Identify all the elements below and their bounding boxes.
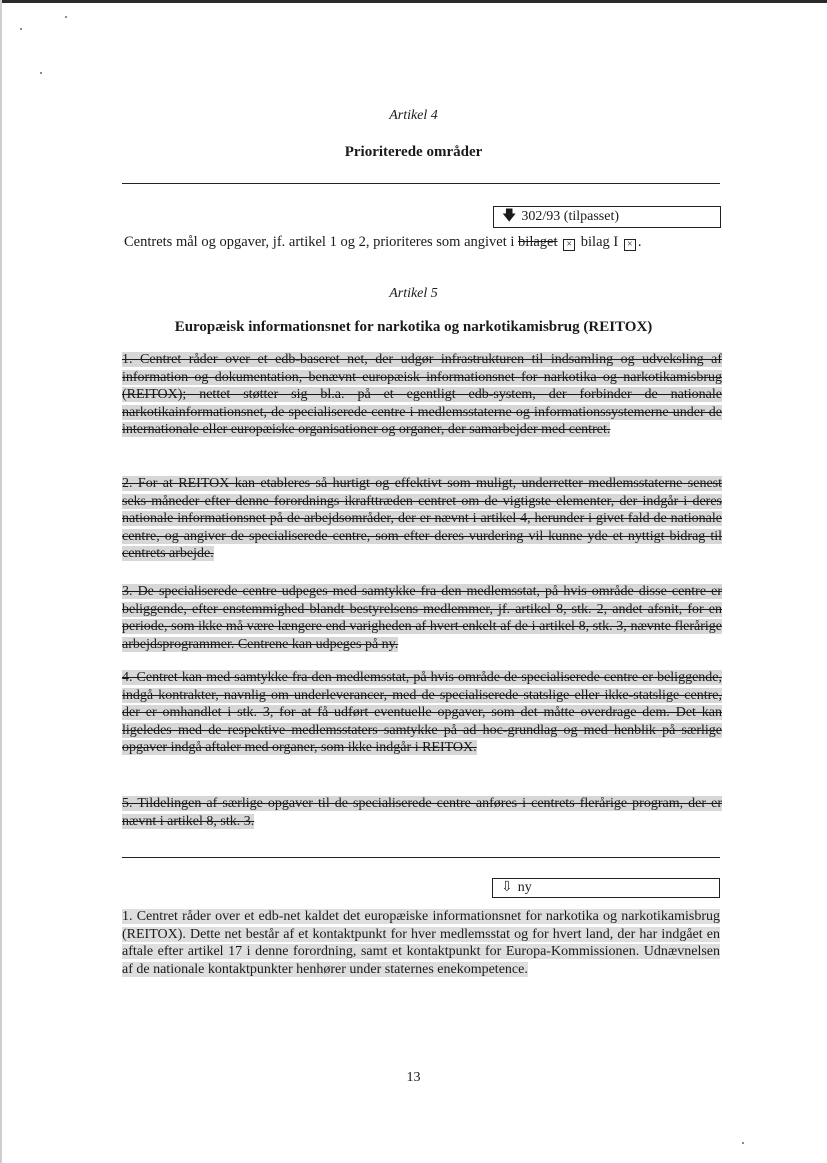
arrow-down-icon: 🡇 <box>502 209 517 224</box>
new-marker-box <box>492 878 720 898</box>
section-divider <box>122 857 720 858</box>
new-paragraph-1 <box>122 908 720 978</box>
scan-speck <box>65 16 67 18</box>
source-marker-box <box>493 206 721 228</box>
new-marker-label: ny <box>517 880 532 895</box>
article-4-label: Artikel 4 <box>389 108 438 123</box>
article-5-label: Artikel 5 <box>389 286 438 301</box>
article-5-title: Europæisk informationsnet for narkotika og narkotikamisbrug (REITOX) <box>174 319 653 335</box>
deleted-paragraph-1-text: 1. Centret råder over et edb-baseret net, der udgør infrastrukturen til indsamling og udveksling af information og dokumentation, benævnt europæisk informationsnet for narkotika og narkotikamisbrug (REITOX); nettet støtter sig bl.a. på et egentligt edb-system, der forbinder de nationale narkotikainformationsnet, de specialiserede centre i medlemsstaterne og informationssystemerne under de internationale eller europæiske organisationer og organer, der samarbejder med centret. <box>122 352 722 437</box>
deleted-paragraph-2-text: 2. For at REITOX kan etableres så hurtigt og effektivt som muligt, underretter medlemsstaterne senest seks måneder efter denne forordnings ikrafttræden centret om de vigtigste elementer, der indgår i deres nationale informationsnet på de arbejdsområder, der er nævnt i artikel 4, herunder i givet fald de nationale centre, og angiver de specialiserede centre, som efter deres vurdering vil kunne yde et nyttigt bidrag til centrets arbejde. <box>122 476 722 561</box>
deleted-paragraph-4 <box>122 669 722 757</box>
source-marker-label: 302/93 (tilpasset) <box>521 209 620 224</box>
new-paragraph-1-text: 1. Centret råder over et edb-net kaldet det europæiske informationsnet for narkotika og narkotikamisbrug (REITOX). Dette net består af et kontaktpunkt for hver medlemsstat og for hvert land, der har indgået en aftale efter artikel 17 i denne forordning, samt et kontaktpunkt for Europa-Kommissionen. Udnævnelsen af de nationale kontaktpunkter henhører under staternes enekompetence. <box>122 909 720 977</box>
deleted-paragraph-3 <box>122 583 722 653</box>
deleted-paragraph-4-text: 4. Centret kan med samtykke fra den medlemsstat, på hvis område de specialiserede centre er beliggende, indgå kontrakter, navnlig om underleverancer, med de specialiserede statslige eller ikke-statslige centre, der er omhandlet i stk. 3, for at få udført eventuelle opgaver, som det måtte overdrage dem. Det kan ligeledes med de respektive medlemsstaters samtykke på ad hoc-grundlag og med henblik på særlige opgaver indgå aftaler med organer, som ikke indgår i REITOX. <box>122 670 722 755</box>
page-number: 13 <box>406 1070 421 1085</box>
hollow-arrow-down-icon: ⇩ <box>501 880 513 895</box>
scan-speck <box>20 28 22 30</box>
scan-speck <box>40 72 42 74</box>
boxed-x-insert-start-icon: × <box>563 239 575 251</box>
article-4-text-end: . <box>637 234 642 250</box>
article-4-title: Prioriterede områder <box>344 144 483 160</box>
article-4-body <box>124 234 734 252</box>
deleted-paragraph-2 <box>122 475 722 563</box>
page-top-border <box>0 0 827 3</box>
page-left-edge <box>0 0 2 1163</box>
article-4-text-mid: bilag I <box>577 234 622 250</box>
deleted-paragraph-1 <box>122 351 722 439</box>
deleted-paragraph-5-text: 5. Tildelingen af særlige opgaver til de specialiserede centre anføres i centrets flerårige program, der er nævnt i artikel 8, stk. 3. <box>122 796 722 829</box>
article-4-text-before: Centrets mål og opgaver, jf. artikel 1 og 2, prioriteres som angivet i <box>124 234 519 250</box>
scan-speck <box>742 1142 744 1144</box>
article-4-deleted-word: bilaget <box>518 234 558 250</box>
deleted-paragraph-5 <box>122 795 722 830</box>
deleted-paragraph-3-text: 3. De specialiserede centre udpeges med samtykke fra den medlemsstat, på hvis område disse centre er beliggende, efter enstemmighed blandt bestyrelsens medlemmer, jf. artikel 8, stk. 2, andet afsnit, for en periode, som ikke må være længere end varigheden af hvert enkelt af de i artikel 8, stk. 3, nævnte flerårige arbejdsprogrammer. Centrene kan udpeges på ny. <box>122 584 722 652</box>
boxed-x-insert-end-icon: × <box>624 239 636 251</box>
section-divider <box>122 183 720 184</box>
